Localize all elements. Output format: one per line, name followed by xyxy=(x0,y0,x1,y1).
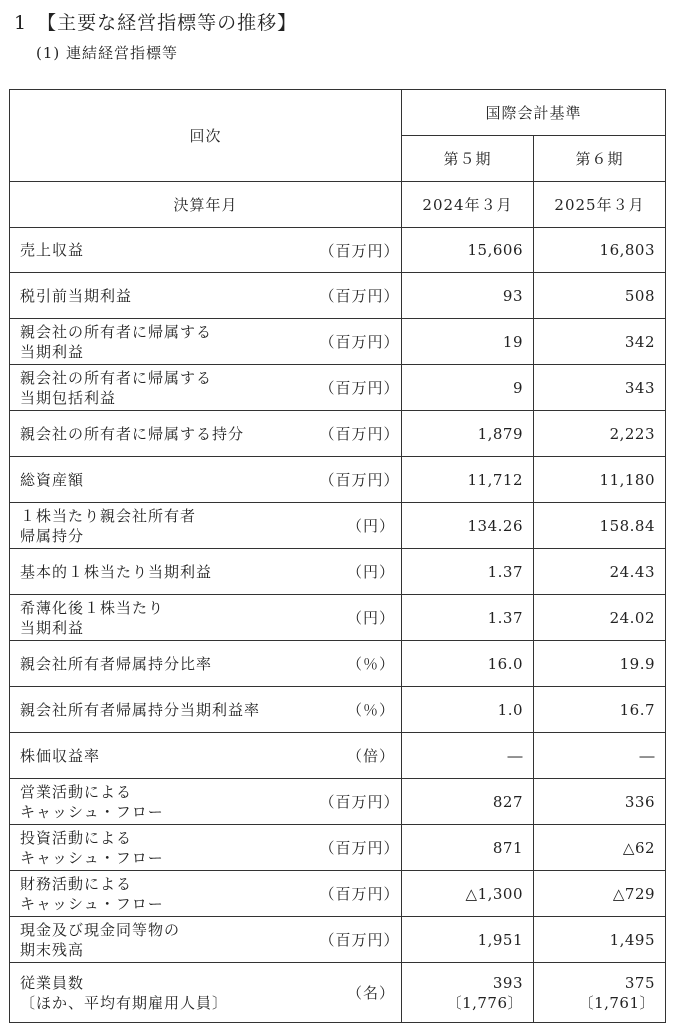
table-row xyxy=(10,963,666,1023)
value-fy2025 xyxy=(534,411,666,457)
value-line: 1.37 xyxy=(487,562,524,581)
value-line: 158.84 xyxy=(599,516,656,535)
value-fy2025 xyxy=(534,228,666,273)
row-label xyxy=(10,733,320,779)
value-line: 11,712 xyxy=(467,470,524,489)
row-label-line: 当期利益 xyxy=(20,618,85,637)
table-body xyxy=(10,228,666,1023)
value-fy2024 xyxy=(402,917,534,963)
row-label-line: 財務活動による xyxy=(20,874,133,893)
row-label xyxy=(10,871,320,917)
fiscal-date-2024: 2024年３月 xyxy=(402,182,534,228)
value-fy2025 xyxy=(534,871,666,917)
value-line: 871 xyxy=(492,838,524,857)
table-row xyxy=(10,687,666,733)
table-row xyxy=(10,917,666,963)
value-fy2024 xyxy=(402,733,534,779)
kaiji-header: 回次 xyxy=(10,90,402,182)
table-row xyxy=(10,871,666,917)
row-unit: （％） xyxy=(320,687,402,733)
row-label xyxy=(10,319,320,365)
row-label-line: 親会社の所有者に帰属する xyxy=(20,322,213,341)
value-line: 15,606 xyxy=(467,241,524,259)
row-label-line: 帰属持分 xyxy=(20,526,85,545)
row-label xyxy=(10,963,320,1023)
value-fy2025 xyxy=(534,687,666,733)
row-label-line: 従業員数 xyxy=(20,973,85,992)
value-fy2025 xyxy=(534,917,666,963)
value-fy2025 xyxy=(534,595,666,641)
row-label xyxy=(10,365,320,411)
row-label xyxy=(10,411,320,457)
row-unit: （名） xyxy=(320,963,402,1023)
row-unit: （倍） xyxy=(320,733,402,779)
value-fy2025 xyxy=(534,319,666,365)
row-label-line: 総資産額 xyxy=(20,470,85,489)
row-label xyxy=(10,917,320,963)
value-line: 375 xyxy=(624,973,656,992)
row-label-line: キャッシュ・フロー xyxy=(20,848,164,867)
row-unit: （百万円） xyxy=(320,411,402,457)
table-row xyxy=(10,365,666,411)
value-line: 16,803 xyxy=(599,241,656,259)
row-label xyxy=(10,825,320,871)
row-label-line: 株価収益率 xyxy=(20,746,101,765)
value-fy2024 xyxy=(402,963,534,1023)
row-label xyxy=(10,273,320,319)
table-row xyxy=(10,779,666,825)
value-fy2024 xyxy=(402,228,534,273)
value-fy2024 xyxy=(402,687,534,733)
row-label-line: 〔ほか、平均有期雇用人員〕 xyxy=(20,993,229,1012)
row-label-line: キャッシュ・フロー xyxy=(20,894,164,913)
table-row xyxy=(10,411,666,457)
accounting-standard-header: 国際会計基準 xyxy=(402,90,666,136)
value-line: 24.02 xyxy=(609,608,656,627)
value-line: 134.26 xyxy=(467,516,524,535)
value-fy2024 xyxy=(402,825,534,871)
row-label-line: 親会社の所有者に帰属する持分 xyxy=(20,424,245,443)
row-unit: （百万円） xyxy=(320,457,402,503)
value-fy2024 xyxy=(402,365,534,411)
row-unit: （百万円） xyxy=(320,825,402,871)
value-fy2025 xyxy=(534,549,666,595)
row-label xyxy=(10,641,320,687)
value-fy2024 xyxy=(402,595,534,641)
row-label-line: 希薄化後１株当たり xyxy=(20,598,165,617)
table-row xyxy=(10,457,666,503)
value-line: 336 xyxy=(624,792,656,811)
row-label xyxy=(10,595,320,641)
value-fy2025 xyxy=(534,733,666,779)
value-fy2024 xyxy=(402,411,534,457)
row-unit: （百万円） xyxy=(320,319,402,365)
value-line: △62 xyxy=(622,838,656,857)
table-row xyxy=(10,825,666,871)
row-label-line: キャッシュ・フロー xyxy=(20,802,164,821)
row-unit: （百万円） xyxy=(320,365,402,411)
row-label xyxy=(10,687,320,733)
row-label-line: 基本的１株当たり当期利益 xyxy=(20,562,213,581)
value-fy2025 xyxy=(534,365,666,411)
period-header-5: 第５期 xyxy=(402,136,534,182)
value-line: 9 xyxy=(512,378,524,397)
value-line: △1,300 xyxy=(465,884,524,903)
value-fy2025 xyxy=(534,503,666,549)
value-fy2024 xyxy=(402,779,534,825)
value-line: 342 xyxy=(624,332,656,351)
row-label-line: 期末残高 xyxy=(20,940,85,959)
row-unit: （百万円） xyxy=(320,273,402,319)
value-line: 393 xyxy=(492,973,524,992)
value-line: △729 xyxy=(612,884,656,903)
value-fy2024 xyxy=(402,457,534,503)
row-label-line: 親会社所有者帰属持分当期利益率 xyxy=(20,700,261,719)
value-fy2024 xyxy=(402,319,534,365)
table-row xyxy=(10,273,666,319)
value-line: 1.0 xyxy=(497,700,524,719)
row-unit: （百万円） xyxy=(320,779,402,825)
row-label xyxy=(10,457,320,503)
value-line: 〔1,776〕 xyxy=(446,993,524,1012)
value-fy2024 xyxy=(402,549,534,595)
value-fy2025 xyxy=(534,641,666,687)
row-unit: （円） xyxy=(320,549,402,595)
value-fy2024 xyxy=(402,871,534,917)
value-line: 1,495 xyxy=(609,930,656,949)
row-label xyxy=(10,549,320,595)
table-row xyxy=(10,503,666,549)
table-row xyxy=(10,549,666,595)
value-line: 19 xyxy=(502,332,524,351)
table-row xyxy=(10,319,666,365)
value-fy2025 xyxy=(534,273,666,319)
row-label-line: １株当たり親会社所有者 xyxy=(20,506,197,525)
row-unit: （円） xyxy=(320,503,402,549)
value-fy2025 xyxy=(534,457,666,503)
value-line: 24.43 xyxy=(609,562,656,581)
value-line: 343 xyxy=(624,378,656,397)
value-line: 827 xyxy=(492,792,524,811)
row-label xyxy=(10,503,320,549)
row-unit: （円） xyxy=(320,595,402,641)
row-label-line: 現金及び現金同等物の xyxy=(20,920,181,939)
value-line: 508 xyxy=(624,286,656,305)
table-row xyxy=(10,595,666,641)
row-label-line: 投資活動による xyxy=(20,828,133,847)
row-label-line: 親会社の所有者に帰属する xyxy=(20,368,213,387)
value-line: 16.7 xyxy=(619,700,656,719)
row-label xyxy=(10,779,320,825)
value-fy2025 xyxy=(534,963,666,1023)
row-label-line: 当期包括利益 xyxy=(20,388,117,407)
row-label-line: 営業活動による xyxy=(20,782,133,801)
table-row xyxy=(10,641,666,687)
row-label-line: 当期利益 xyxy=(20,342,85,361)
period-header-6: 第６期 xyxy=(534,136,666,182)
row-unit: （％） xyxy=(320,641,402,687)
value-line: 1.37 xyxy=(487,608,524,627)
value-line: 16.0 xyxy=(487,654,524,673)
fiscal-date-2025: 2025年３月 xyxy=(534,182,666,228)
value-fy2024 xyxy=(402,273,534,319)
row-label-line: 売上収益 xyxy=(20,241,85,259)
value-line: ― xyxy=(507,746,524,765)
row-unit: （百万円） xyxy=(320,228,402,273)
value-line: 〔1,761〕 xyxy=(578,993,656,1012)
value-fy2024 xyxy=(402,503,534,549)
value-line: 2,223 xyxy=(609,424,656,443)
subsection-heading: (1) 連結経営指標等 xyxy=(36,44,179,62)
table-row xyxy=(10,733,666,779)
value-fy2025 xyxy=(534,779,666,825)
value-line: ― xyxy=(639,746,656,765)
row-unit: （百万円） xyxy=(320,917,402,963)
value-fy2025 xyxy=(534,825,666,871)
table-row xyxy=(10,228,666,273)
section-heading xyxy=(14,8,297,35)
value-line: 11,180 xyxy=(599,470,656,489)
section-number: 1 xyxy=(14,12,28,34)
section-title: 【主要な経営指標等の推移】 xyxy=(37,12,298,34)
value-line: 1,879 xyxy=(477,424,524,443)
row-label-line: 親会社所有者帰属持分比率 xyxy=(20,654,213,673)
financial-indicators-table xyxy=(9,89,666,1023)
fiscal-year-label: 決算年月 xyxy=(10,182,402,228)
row-unit: （百万円） xyxy=(320,871,402,917)
row-label xyxy=(10,228,320,273)
value-line: 93 xyxy=(502,286,524,305)
value-fy2024 xyxy=(402,641,534,687)
value-line: 1,951 xyxy=(477,930,524,949)
row-label-line: 税引前当期利益 xyxy=(20,286,133,305)
value-line: 19.9 xyxy=(619,654,656,673)
